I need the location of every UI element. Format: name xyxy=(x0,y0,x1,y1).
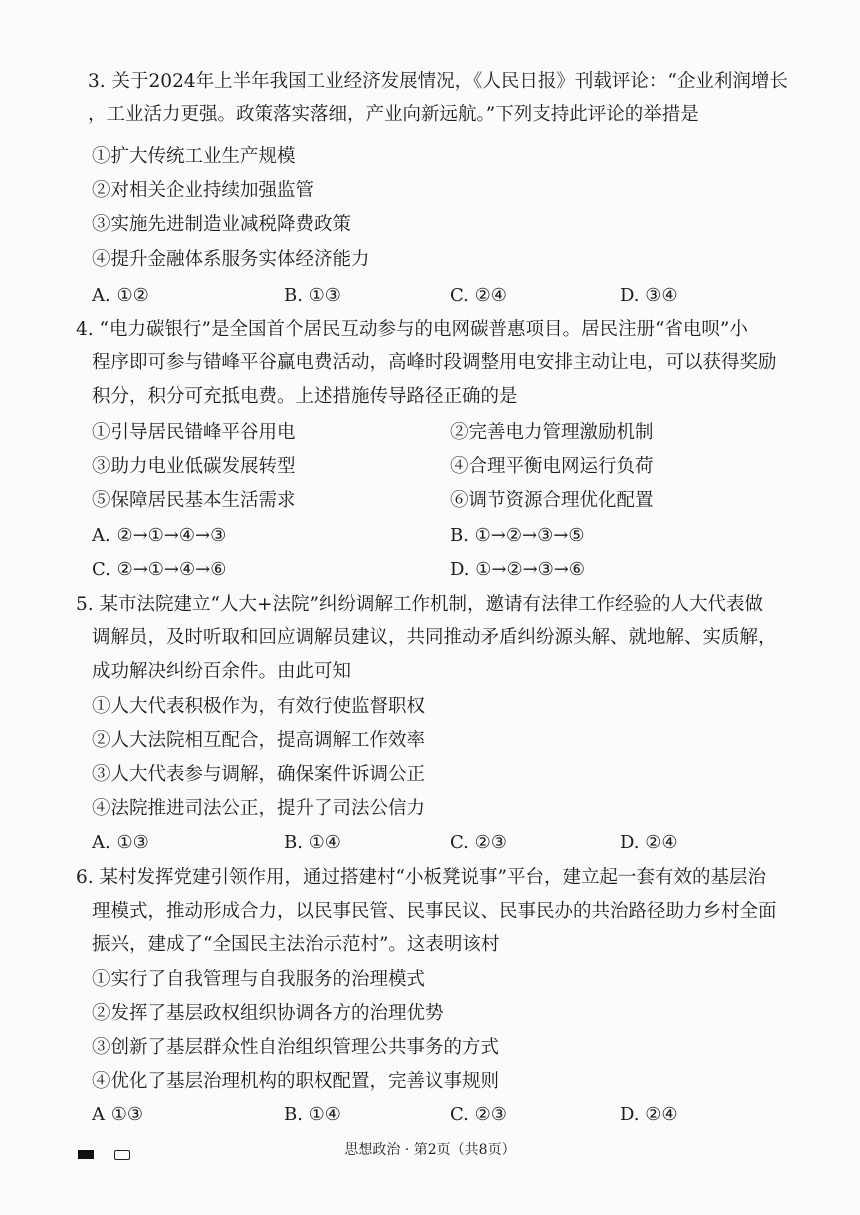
q5-stem-line-3: 成功解决纠纷百余件。由此可知 xyxy=(92,661,352,682)
q5-choice-b[interactable]: B. ①④ xyxy=(284,832,341,853)
q3-item-2: ②对相关企业持续加强监管 xyxy=(92,180,315,201)
q6-item-3: ③创新了基层群众性自治组织管理公共事务的方式 xyxy=(92,1037,500,1058)
q3-choice-c[interactable]: C. ②④ xyxy=(450,285,507,306)
q4-stem-line-2: 程序即可参与错峰平谷赢电费活动，高峰时段调整用电安排主动让电，可以获得奖励 xyxy=(92,352,777,373)
q6-choice-a[interactable]: A ①③ xyxy=(92,1104,143,1125)
q3-choice-d[interactable]: D. ③④ xyxy=(620,285,678,306)
q5-stem-line-1: 5. 某市法院建立“人大+法院”纠纷调解工作机制，邀请有法律工作经验的人大代表做 xyxy=(76,594,763,615)
q3-item-3: ③实施先进制造业减税降费政策 xyxy=(92,214,352,235)
q5-choice-a[interactable]: A. ①③ xyxy=(92,832,149,853)
q4-choice-a[interactable]: A. ②→①→④→③ xyxy=(92,525,227,546)
q3-stem-line-2: ，工业活力更强。政策落实落细，产业向新远航。”下列支持此评论的举措是 xyxy=(88,104,699,125)
q5-stem-line-2: 调解员，及时听取和回应调解员建议，共同推动矛盾纠纷源头解、就地解、实质解， xyxy=(92,627,777,648)
q6-choice-d[interactable]: D. ②④ xyxy=(620,1104,678,1125)
page-footer: 思想政治 · 第2页（共8页） xyxy=(344,1142,516,1158)
q4-stem-line-1: 4. “电力碳银行”是全国首个居民互动参与的电网碳普惠项目。居民注册“省电呗”小 xyxy=(76,319,748,340)
q6-stem-line-1: 6. 某村发挥党建引领作用，通过搭建村“小板凳说事”平台，建立起一套有效的基层治 xyxy=(76,867,766,888)
q6-item-4: ④优化了基层治理机构的职权配置，完善议事规则 xyxy=(92,1071,500,1092)
q4-item-4: ④合理平衡电网运行负荷 xyxy=(450,456,654,477)
q4-choice-c[interactable]: C. ②→①→④→⑥ xyxy=(92,559,227,580)
q5-item-1: ①人大代表积极作为，有效行使监督职权 xyxy=(92,696,426,717)
q4-choice-d[interactable]: D. ①→②→③→⑥ xyxy=(450,559,586,580)
q6-stem-line-3: 振兴，建成了“全国民主法治示范村”。这表明该村 xyxy=(92,934,500,955)
q3-item-4: ④提升金融体系服务实体经济能力 xyxy=(92,249,370,270)
q5-item-2: ②人大法院相互配合，提高调解工作效率 xyxy=(92,730,426,751)
q6-choice-b[interactable]: B. ①④ xyxy=(284,1104,341,1125)
q5-item-3: ③人大代表参与调解，确保案件诉调公正 xyxy=(92,764,426,785)
q5-choice-c[interactable]: C. ②③ xyxy=(450,832,507,853)
q6-item-2: ②发挥了基层政权组织协调各方的治理优势 xyxy=(92,1003,444,1024)
q5-choice-d[interactable]: D. ②④ xyxy=(620,832,678,853)
q4-choice-b[interactable]: B. ①→②→③→⑤ xyxy=(450,525,585,546)
q5-item-4: ④法院推进司法公正，提升了司法公信力 xyxy=(92,798,426,819)
q4-item-3: ③助力电业低碳发展转型 xyxy=(92,456,296,477)
q3-stem-line-1: 3. 关于2024年上半年我国工业经济发展情况，《人民日报》刊载评论：“企业利润增长 xyxy=(88,71,788,92)
q4-stem-line-3: 积分，积分可充抵电费。上述措施传导路径正确的是 xyxy=(92,386,518,407)
q3-choice-a[interactable]: A. ①② xyxy=(92,285,149,306)
q6-choice-c[interactable]: C. ②③ xyxy=(450,1104,507,1125)
q4-item-5: ⑤保障居民基本生活需求 xyxy=(92,490,296,511)
q6-item-1: ①实行了自我管理与自我服务的治理模式 xyxy=(92,969,426,990)
q3-item-1: ①扩大传统工业生产规模 xyxy=(92,146,296,167)
q6-stem-line-2: 理模式，推动形成合力，以民事民管、民事民议、民事民办的共治路径助力乡村全面 xyxy=(92,901,777,922)
q4-item-2: ②完善电力管理激励机制 xyxy=(450,422,654,443)
q4-item-6: ⑥调节资源合理优化配置 xyxy=(450,490,654,511)
q3-choice-b[interactable]: B. ①③ xyxy=(284,285,341,306)
q4-item-1: ①引导居民错峰平谷用电 xyxy=(92,422,296,443)
